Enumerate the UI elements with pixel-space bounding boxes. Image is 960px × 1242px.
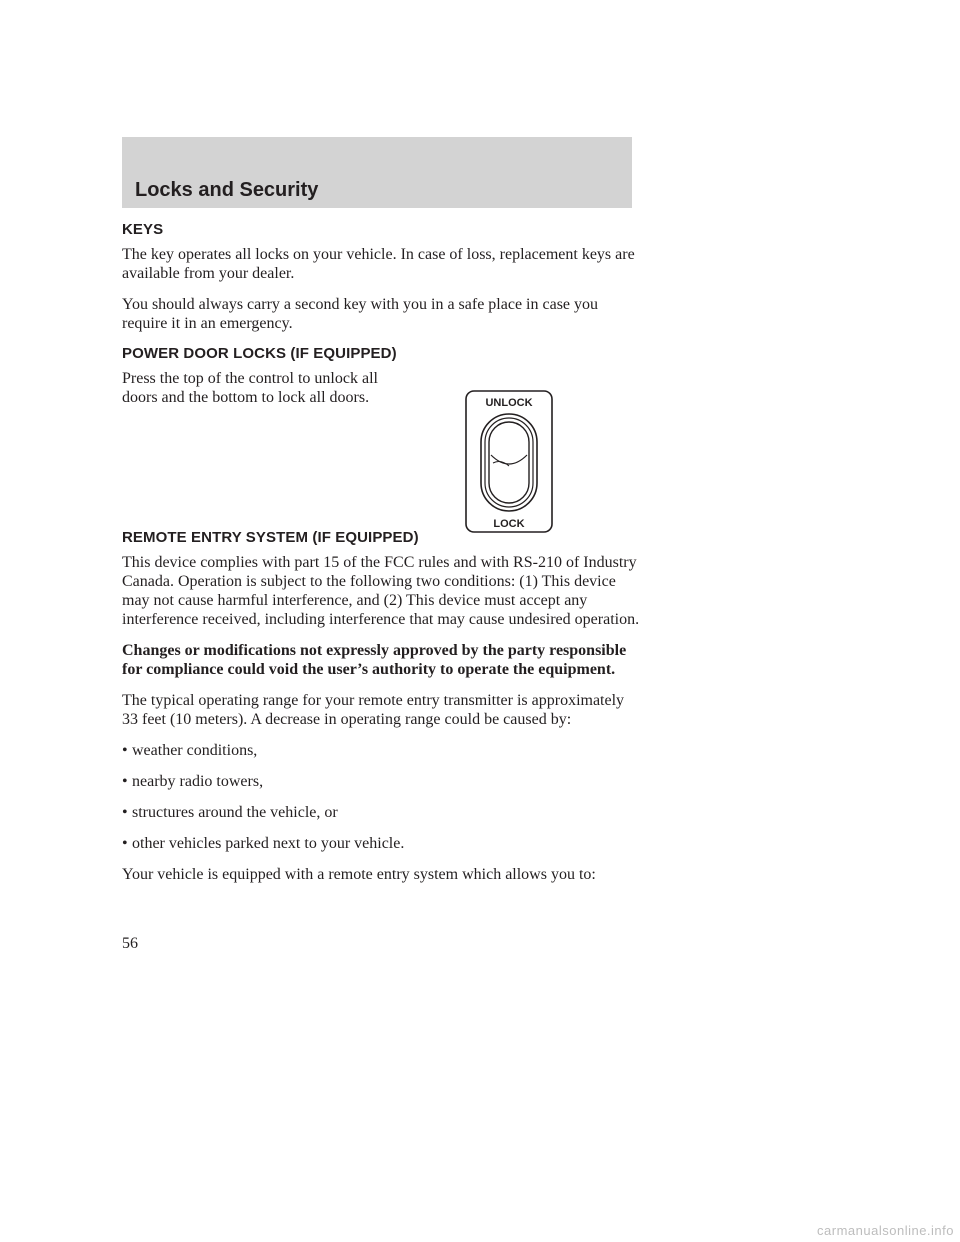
lock-label: LOCK — [493, 518, 525, 530]
bullet-icon: • — [122, 773, 128, 790]
bullet-icon: • — [122, 835, 128, 852]
remote-entry-paragraph-3: Your vehicle is equipped with a remote entry system which allows you to: — [122, 866, 596, 883]
section-header-band — [122, 137, 632, 208]
lock-switch-illustration — [464, 389, 554, 534]
unlock-label: UNLOCK — [485, 397, 533, 409]
rocker-divider — [491, 455, 527, 464]
keys-heading: KEYS — [122, 221, 164, 238]
power-locks-paragraph: Press the top of the control to unlock all doors and the bottom to lock all doors. — [122, 370, 378, 406]
keys-paragraph-2: You should always carry a second key with you in a safe place in case you require it in an emergency. — [122, 296, 599, 332]
remote-entry-paragraph-1: This device complies with part 15 of the FCC rules and with RS-210 of Industry Canada. Operation is subject to the following two conditions: (1) This device may not cause harmful interference, and (2) This device must accept any interference received, including interference that may cause undesired operation. — [122, 554, 640, 628]
keys-paragraph-1: The key operates all locks on your vehicle. In case of loss, replacement keys are available from your dealer. — [122, 246, 635, 282]
list-item-text: structures around the vehicle, or — [132, 804, 338, 821]
list-item — [122, 772, 642, 791]
rocker-lower-curve — [493, 462, 509, 466]
list-item-text: other vehicles parked next to your vehicle. — [132, 835, 405, 852]
bullet-icon: • — [122, 804, 128, 821]
remote-entry-paragraph-2: The typical operating range for your remote entry transmitter is approximately 33 feet (10 meters). A decrease in operating range could be caused by: — [122, 692, 625, 728]
power-locks-heading: POWER DOOR LOCKS (IF EQUIPPED) — [122, 345, 397, 362]
range-factors-list — [122, 741, 642, 853]
page-content — [122, 221, 642, 896]
list-item-text: weather conditions, — [132, 742, 258, 759]
power-locks-section — [122, 369, 642, 529]
footer-watermark: carmanualsonline.info — [817, 1223, 954, 1238]
remote-entry-heading: REMOTE ENTRY SYSTEM (IF EQUIPPED) — [122, 529, 419, 546]
list-item — [122, 803, 642, 822]
list-item — [122, 834, 642, 853]
list-item — [122, 741, 642, 760]
section-title: Locks and Security — [135, 179, 319, 201]
remote-entry-warning: Changes or modifications not expressly approved by the party responsible for compliance could void the user’s authority to operate the equipment. — [122, 642, 627, 678]
bullet-icon: • — [122, 742, 128, 759]
page-number: 56 — [122, 935, 138, 952]
list-item-text: nearby radio towers, — [132, 773, 264, 790]
